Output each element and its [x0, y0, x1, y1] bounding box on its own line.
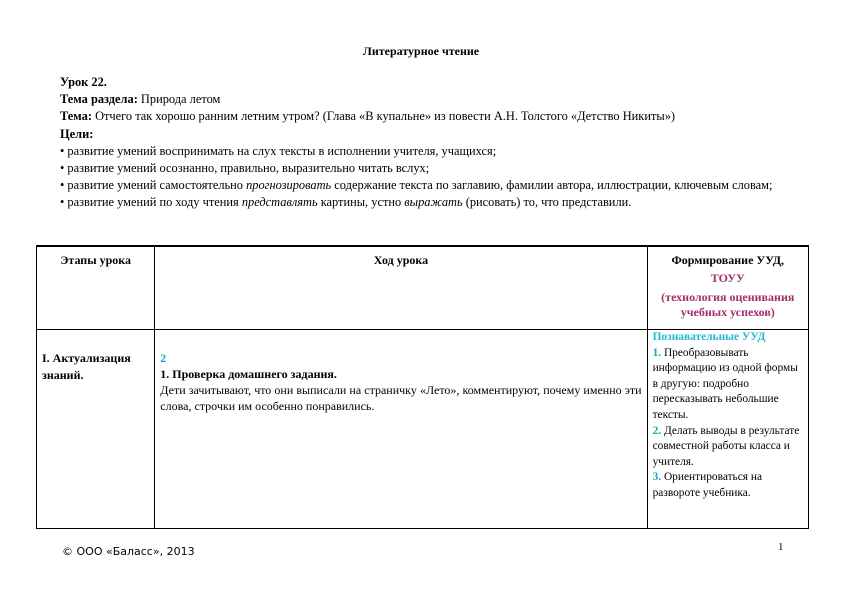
stage-cell: I. Актуализация знаний.	[37, 330, 155, 529]
lesson-table	[36, 245, 809, 529]
uud-cell	[647, 330, 808, 529]
goal-item: • развитие умений воспринимать на слух тексты в исполнении учителя, учащихся;	[60, 143, 497, 158]
cognitive-uud-title: Познавательные УУД	[652, 331, 766, 343]
lesson-number: Урок 22.	[60, 75, 107, 89]
uud-item-text: Ориентироваться на развороте учебника.	[652, 471, 763, 499]
goal-text: картины, устно	[317, 195, 405, 210]
table-header-row	[37, 246, 809, 330]
goal-item	[60, 194, 788, 211]
page-number: 1	[778, 541, 784, 553]
goal-emph: прогнозировать	[246, 178, 332, 193]
goal-text: • развитие умений по ходу чтения	[60, 195, 242, 210]
uud-item-number: 1.	[652, 346, 662, 359]
header-uud-cell	[647, 246, 808, 330]
header-stages: Этапы урока	[37, 246, 155, 330]
section-value: Природа летом	[137, 92, 221, 107]
task-description: Дети зачитывают, что они выписали на страничку «Лето», комментируют, почему именно эти слова, строчки им особенно понравились.	[160, 383, 642, 413]
header-touu: ТОУУ	[710, 271, 745, 285]
goal-item	[60, 177, 788, 194]
header-course: Ход урока	[155, 246, 647, 330]
goal-emph: выражать	[404, 195, 463, 210]
table-row	[37, 330, 809, 529]
task-title: 1. Проверка домашнего задания.	[160, 367, 337, 381]
course-cell	[155, 330, 647, 529]
uud-item	[653, 424, 803, 471]
goal-item: • развитие умений осознанно, правильно, выразительно читать вслух;	[60, 161, 430, 176]
uud-item	[653, 346, 803, 424]
document-title: Литературное чтение	[362, 44, 480, 58]
goal-text: содержание текста по заглавию, фамилии автора, иллюстрации, ключевым словам;	[331, 178, 773, 193]
topic-value: Отчего так хорошо ранним летним утром? (Глава «В купальне» из повести А.Н. Толстого «Детство Никиты»)	[91, 109, 676, 124]
goal-text: (рисовать) то, что представили.	[462, 195, 632, 210]
uud-item-text: Преобразовывать информацию из одной формы в другую: подробно пересказывать небольшие тексты.	[652, 346, 798, 421]
header-touu-sub: (технология оценивания учебных успехов)	[661, 290, 795, 319]
lesson-intro	[60, 74, 788, 212]
goals-label: Цели:	[60, 126, 94, 141]
uud-item-text: Делать выводы в результате совместной работы класса и учителя.	[652, 424, 800, 468]
topic-label: Тема:	[60, 109, 92, 124]
header-uud: Формирование УУД,	[671, 253, 785, 267]
uud-item	[653, 470, 803, 501]
uud-item-number: 2.	[652, 424, 662, 437]
section-label: Тема раздела:	[60, 92, 138, 107]
goal-text: • развитие умений самостоятельно	[60, 178, 247, 193]
slide-number: 2	[160, 351, 167, 365]
footer-copyright: © ООО «Баласс», 2013	[62, 545, 195, 558]
uud-item-number: 3.	[652, 471, 662, 484]
goal-emph: представлять	[241, 195, 318, 210]
